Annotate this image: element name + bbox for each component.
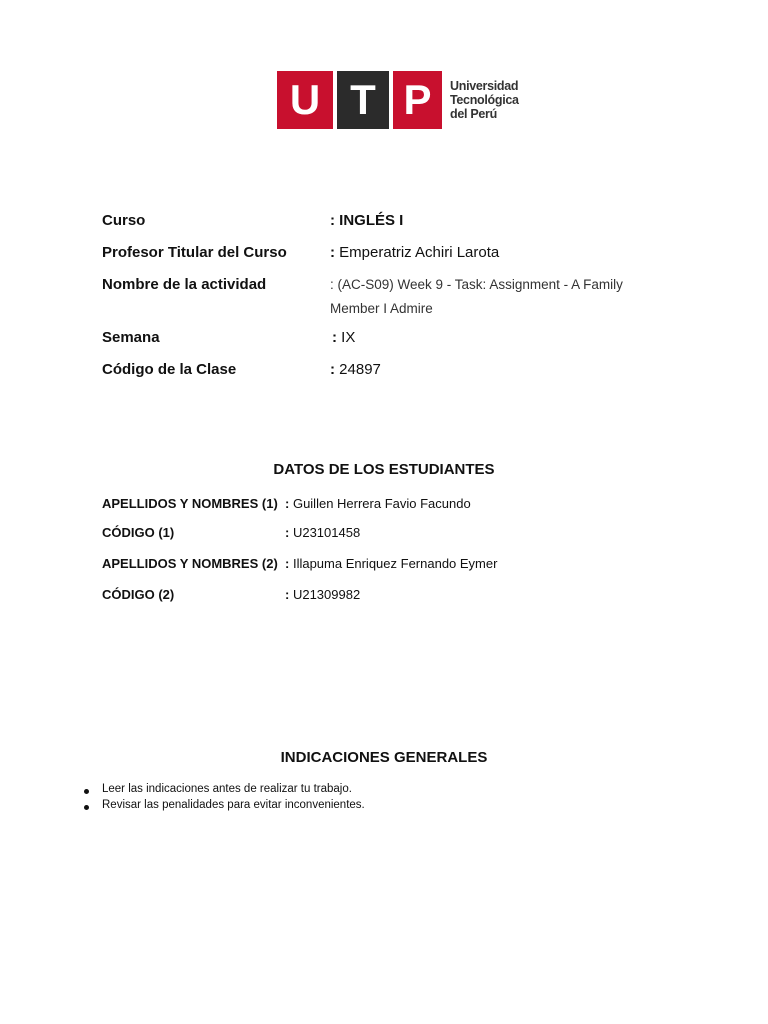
- indications-section-title: INDICACIONES GENERALES: [280, 749, 488, 766]
- student-value: : U23101458: [285, 525, 361, 540]
- list-item-text: Leer las indicaciones antes de realizar tu trabajo.: [102, 783, 352, 795]
- utp-logo-mark: [277, 71, 442, 129]
- course-value: : INGLÉS I: [330, 212, 404, 229]
- logo-letter-u: U: [277, 71, 333, 129]
- utp-logo: [277, 71, 519, 129]
- logo-text-line: Universidad: [450, 79, 519, 93]
- week-value: : IX: [332, 329, 356, 346]
- class-code-label: Código de la Clase: [102, 361, 237, 378]
- logo-letter-t: T: [337, 71, 389, 129]
- list-item-text: Revisar las penalidades para evitar inconvenientes.: [102, 799, 365, 811]
- bullet-icon: [84, 805, 89, 810]
- logo-text-line: Tecnológica: [450, 93, 519, 107]
- student-value: : Illapuma Enriquez Fernando Eymer: [285, 556, 498, 571]
- students-section-title: DATOS DE LOS ESTUDIANTES: [273, 461, 495, 478]
- logo-letter-p: P: [393, 71, 442, 129]
- logo-text-line: del Perú: [450, 107, 497, 121]
- student-value: : Guillen Herrera Favio Facundo: [285, 496, 471, 511]
- student-label: CÓDIGO (1): [102, 525, 175, 540]
- bullet-icon: [84, 789, 89, 794]
- course-label: Curso: [102, 212, 146, 229]
- class-code-value: : 24897: [330, 361, 381, 378]
- student-value: : U21309982: [285, 587, 361, 602]
- student-label: APELLIDOS Y NOMBRES (1): [102, 496, 278, 511]
- activity-label: Nombre de la actividad: [102, 276, 267, 293]
- activity-value: : (AC-S09) Week 9 - Task: Assignment - A Family Member I Admire: [330, 277, 623, 316]
- professor-label: Profesor Titular del Curso: [102, 244, 287, 261]
- student-label: CÓDIGO (2): [102, 587, 175, 602]
- student-label: APELLIDOS Y NOMBRES (2): [102, 556, 278, 571]
- logo-university-name: [450, 79, 519, 121]
- professor-value: : Emperatriz Achiri Larota: [330, 244, 500, 261]
- week-label: Semana: [102, 329, 160, 346]
